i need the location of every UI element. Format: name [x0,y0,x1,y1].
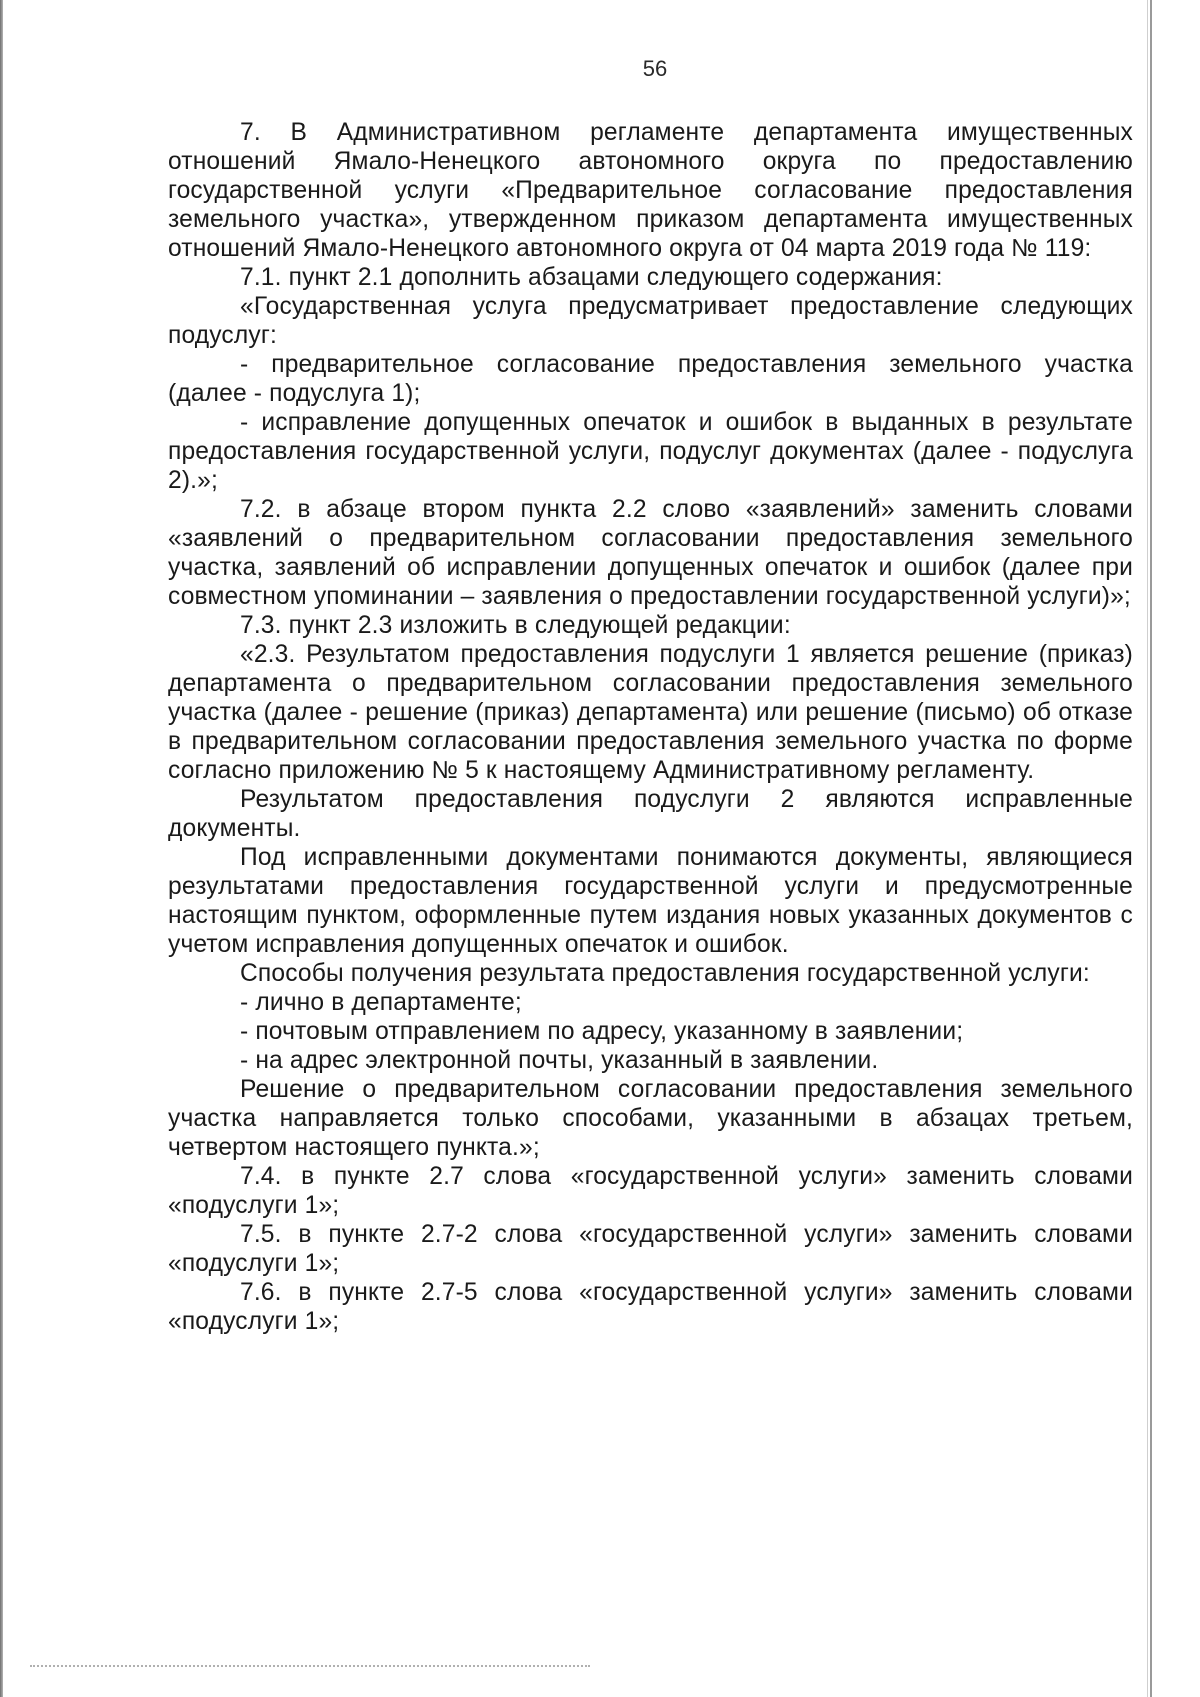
paragraph-7-6: 7.6. в пункте 2.7-5 слова «государственной услуги» заменить словами «подуслуги 1»; [168,1279,1133,1335]
paragraph-2-3-result-1: «2.3. Результатом предоставления подуслуги 1 является решение (приказ) департамента о предварительном согласовании предоставления земельного участка (далее - решение (приказ) департамента) или решение (письмо) об отказе в предварительном согласовании предоставления земельного участка по форме согласно приложению № 5 к настоящему Административному регламенту. [168,641,1133,784]
paragraph-7-3: 7.3. пункт 2.3 изложить в следующей редакции: [240,612,791,639]
paragraph-7: 7. В Административном регламенте департамента имущественных отношений Ямало-Ненецкого автономного округа по предоставлению государственной услуги «Предварительное согласование предоставления земельного участка», утвержденном приказом департамента имущественных отношений Ямало-Ненецкого автономного округа от 04 марта 2019 года № 119: [168,119,1133,262]
scan-edge-left [0,0,3,1697]
scan-bottom-artifact [30,1665,590,1667]
list-item-subservice-2: - исправление допущенных опечаток и ошибок в выданных в результате предоставления государственной услуги, подуслуг документах (далее - подуслуга 2).»; [168,409,1133,494]
paragraph-7-4: 7.4. в пункте 2.7 слова «государственной услуги» заменить словами «подуслуги 1»; [168,1163,1133,1219]
scan-edge-right [1150,0,1152,1697]
paragraph-corrected-documents: Под исправленными документами понимаются документы, являющиеся результатами предоставления государственной услуги и предусмотренные настоящим пунктом, оформленные путем издания новых указанных документов с учетом исправления допущенных опечаток и ошибок. [168,844,1133,958]
paragraph-7-2: 7.2. в абзаце втором пункта 2.2 слово «заявлений» заменить словами «заявлений о предварительном согласовании предоставления земельного участка, заявлений об исправлении допущенных опечаток и ошибок (далее при совместном упоминании – заявления о предоставлении государственной услуги)»; [168,496,1133,610]
list-item-by-email: - на адрес электронной почты, указанный в заявлении. [240,1047,879,1074]
scan-edge-right-inner [1147,0,1148,1697]
list-item-subservice-1: - предварительное согласование предоставления земельного участка (далее - подуслуга 1); [168,351,1133,407]
list-item-in-person: - лично в департаменте; [240,989,522,1016]
paragraph-result-2: Результатом предоставления подуслуги 2 являются исправленные документы. [168,786,1133,842]
paragraph-7-1: 7.1. пункт 2.1 дополнить абзацами следующего содержания: [240,264,943,291]
document-body [168,118,1133,1336]
paragraph-decision-delivery: Решение о предварительном согласовании предоставления земельного участка направляется только способами, указанными в абзацах третьем, четвертом настоящего пункта.»; [168,1076,1133,1161]
paragraph-ways-to-receive: Способы получения результата предоставления государственной услуги: [240,960,1090,987]
page-number: 56 [642,56,668,81]
paragraph-7-5: 7.5. в пункте 2.7-2 слова «государственной услуги» заменить словами «подуслуги 1»; [168,1221,1133,1277]
paragraph-7-1-quote: «Государственная услуга предусматривает предоставление следующих подуслуг: [168,293,1133,349]
list-item-by-mail: - почтовым отправлением по адресу, указанному в заявлении; [240,1018,964,1045]
